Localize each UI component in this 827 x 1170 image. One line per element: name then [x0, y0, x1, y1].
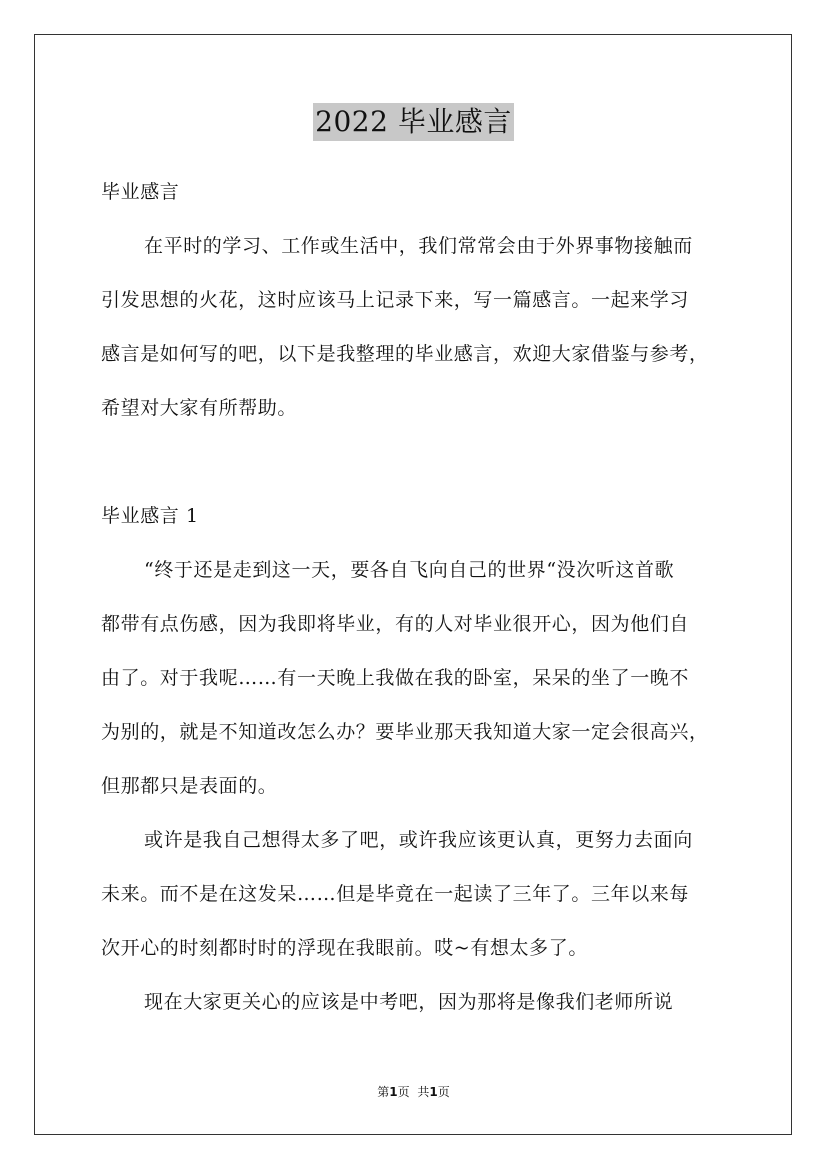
paragraph-line: 现在大家更关心的应该是中考吧，因为那将是像我们老师所说: [144, 991, 674, 1013]
paragraph-line: 由了。对于我呢……有一天晚上我做在我的卧室，呆呆的坐了一晚不: [101, 667, 690, 689]
footer-total-prefix: 共: [417, 1085, 430, 1099]
footer-page-suffix: 页: [397, 1085, 410, 1099]
paragraph-line: 都带有点伤感，因为我即将毕业，有的人对毕业很开心，因为他们自: [101, 613, 690, 635]
blank-line: [101, 442, 731, 496]
paragraph-line: 次开心的时刻都时时的浮现在我眼前。哎~有想太多了。: [101, 937, 588, 959]
footer-prefix: 第: [377, 1085, 390, 1099]
section-heading: 毕业感言 1: [101, 505, 199, 527]
paragraph-line: 未来。而不是在这发呆……但是毕竟在一起读了三年了。三年以来每: [101, 883, 690, 905]
section-heading: 毕业感言: [101, 181, 180, 203]
paragraph-line: 引发思想的火花，这时应该马上记录下来，写一篇感言。一起来学习: [101, 289, 690, 311]
paragraph-line: 但那都只是表面的。: [101, 775, 278, 797]
footer-page-number: 1: [389, 1085, 398, 1099]
paragraph-line: 希望对大家有所帮助。: [101, 397, 298, 419]
paragraph-line: 或许是我自己想得太多了吧，或许我应该更认真，更努力去面向: [144, 829, 693, 851]
document-title: 2022 毕业感言: [313, 103, 514, 141]
footer-total-pages: 1: [429, 1085, 438, 1099]
footer-total-suffix: 页: [437, 1085, 450, 1099]
paragraph-line: “终于还是走到这一天，要各自飞向自己的世界“没次听这首歌: [144, 559, 675, 581]
paragraph-line: 为别的，就是不知道改怎么办？要毕业那天我知道大家一定会很高兴，: [101, 721, 709, 743]
paragraph-line: 感言是如何写的吧，以下是我整理的毕业感言，欢迎大家借鉴与参考，: [101, 343, 709, 365]
title-wrap: [0, 103, 827, 141]
paragraph-line: 在平时的学习、工作或生活中，我们常常会由于外界事物接触而: [144, 235, 693, 257]
page-footer: [0, 1083, 827, 1100]
document-body: [101, 172, 731, 1036]
